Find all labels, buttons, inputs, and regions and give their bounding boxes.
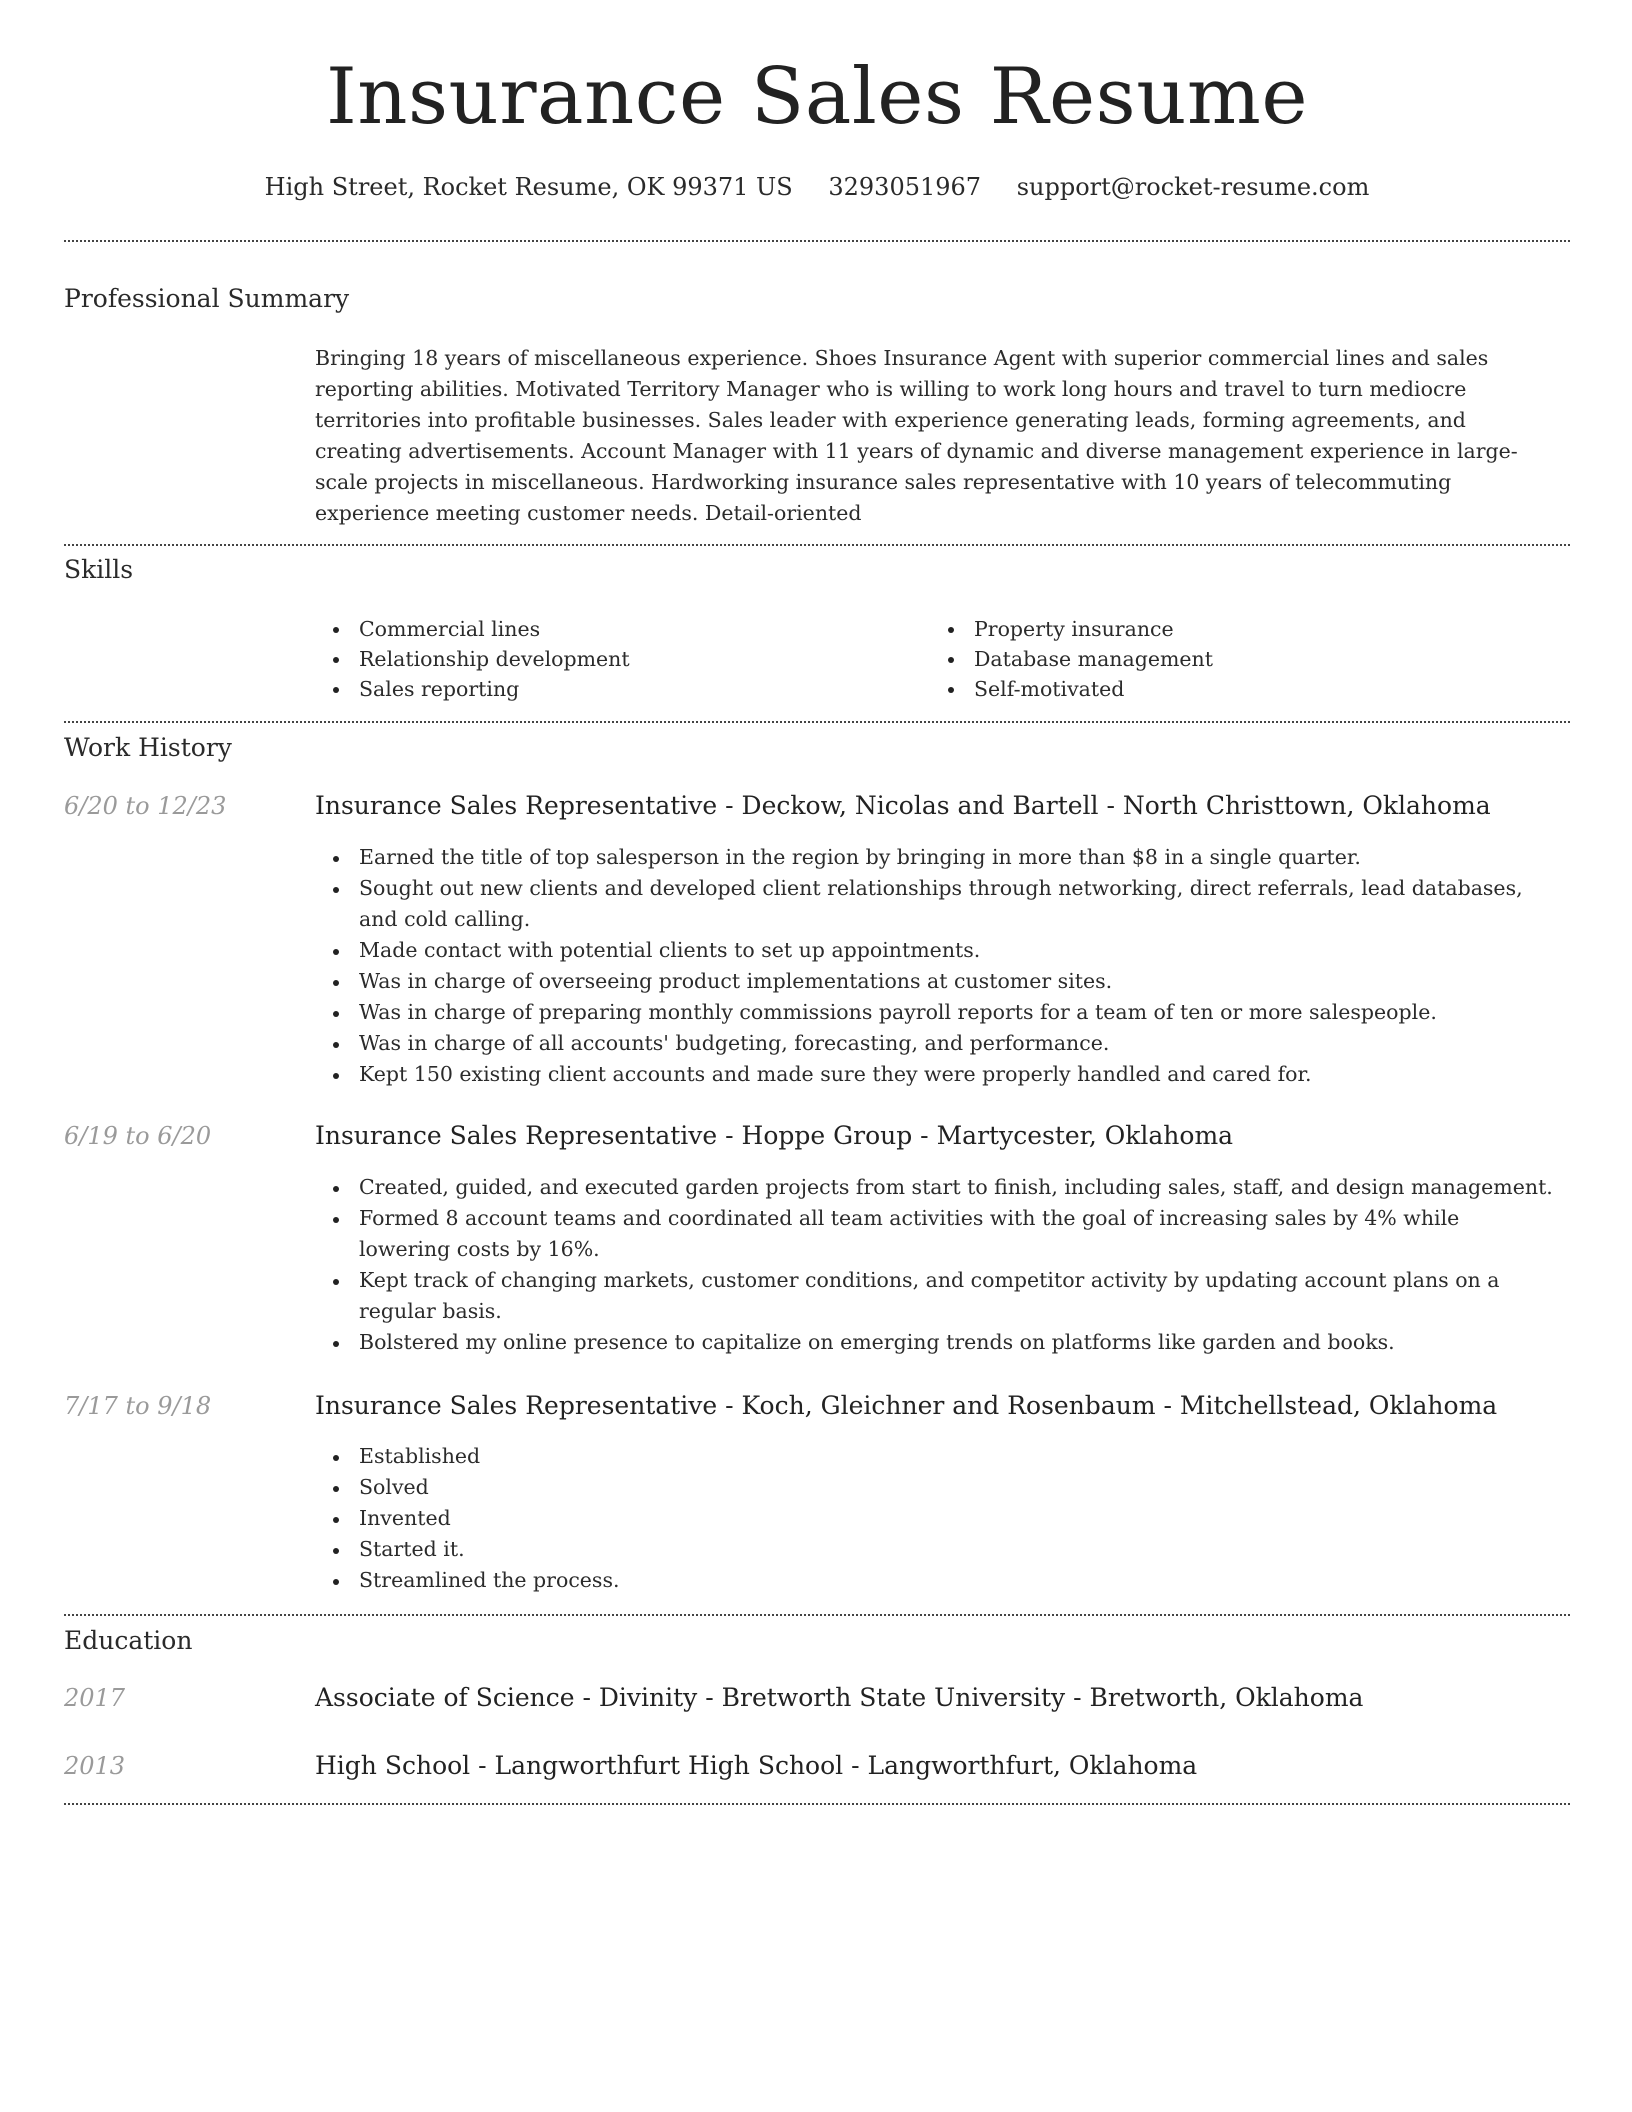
- divider: [64, 544, 1570, 546]
- list-item: Was in charge of overseeing product implementations at customer sites.: [315, 966, 1555, 997]
- education-heading: High School - Langworthfurt High School - Langworthfurt, Oklahoma: [315, 1751, 1198, 1780]
- list-item: Invented: [315, 1503, 1555, 1534]
- job-heading: Insurance Sales Representative - Koch, Gleichner and Rosenbaum - Mitchellstead, Oklahoma: [315, 1391, 1498, 1420]
- list-item: Earned the title of top salesperson in the region by bringing in more than $8 in a single quarter.: [315, 842, 1555, 873]
- job-dates: 7/17 to 9/18: [64, 1392, 212, 1420]
- list-item: Kept track of changing markets, customer conditions, and competitor activity by updating account plans on a regular basis.: [315, 1265, 1555, 1327]
- list-item: Bolstered my online presence to capitalize on emerging trends on platforms like garden and books.: [315, 1327, 1555, 1358]
- skill-item: Commercial lines: [315, 614, 915, 644]
- skill-item: Relationship development: [315, 644, 915, 674]
- skill-item: Self-motivated: [930, 674, 1530, 704]
- education-year: 2017: [64, 1684, 126, 1712]
- list-item: Formed 8 account teams and coordinated all team activities with the goal of increasing sales by 4% while lowering costs by 16%.: [315, 1203, 1555, 1265]
- resume-page: [64, 0, 1570, 2112]
- divider: [64, 240, 1570, 242]
- list-item: Started it.: [315, 1534, 1555, 1565]
- job-heading: Insurance Sales Representative - Hoppe Group - Martycester, Oklahoma: [315, 1121, 1234, 1150]
- job-dates: 6/20 to 12/23: [64, 792, 227, 820]
- skill-item: Property insurance: [930, 614, 1530, 644]
- resume-title: Insurance Sales Resume: [325, 52, 1309, 142]
- list-item: Established: [315, 1441, 1555, 1472]
- section-title-skills: Skills: [64, 555, 134, 584]
- list-item: Created, guided, and executed garden projects from start to finish, including sales, staff, and design management.: [315, 1172, 1555, 1203]
- job-dates: 6/19 to 6/20: [64, 1122, 212, 1150]
- list-item: Kept 150 existing client accounts and made sure they were properly handled and cared for.: [315, 1059, 1555, 1090]
- divider: [64, 721, 1570, 723]
- job-bullets: [315, 1172, 1555, 1358]
- contact-line: [64, 173, 1570, 201]
- section-title-education: Education: [64, 1626, 193, 1655]
- section-title-summary: Professional Summary: [64, 284, 350, 313]
- contact-address: High Street, Rocket Resume, OK 99371 US: [264, 173, 793, 201]
- summary-text: Bringing 18 years of miscellaneous experience. Shoes Insurance Agent with superior commercial lines and sales reporting abilities. Motivated Territory Manager who is willing to work long hours and travel to turn mediocre territories into profitable businesses. Sales leader with experience generating leads, forming agreements, and creating advertisements. Account Manager with 11 years of dynamic and diverse management experience in large-scale projects in miscellaneous. Hardworking insurance sales representative with 10 years of telecommuting experience meeting customer needs. Detail-oriented: [315, 346, 1518, 525]
- education-year: 2013: [64, 1752, 126, 1780]
- job-heading: Insurance Sales Representative - Deckow, Nicolas and Bartell - North Christtown, Oklahoma: [315, 791, 1491, 820]
- section-title-work-history: Work History: [64, 733, 232, 762]
- list-item: Was in charge of preparing monthly commissions payroll reports for a team of ten or more salespeople.: [315, 997, 1555, 1028]
- list-item: Sought out new clients and developed client relationships through networking, direct referrals, lead databases, and cold calling.: [315, 873, 1555, 935]
- divider: [64, 1803, 1570, 1805]
- skill-item: Sales reporting: [315, 674, 915, 704]
- skill-item: Database management: [930, 644, 1530, 674]
- divider: [64, 1614, 1570, 1616]
- list-item: Made contact with potential clients to set up appointments.: [315, 935, 1555, 966]
- list-item: Was in charge of all accounts' budgeting, forecasting, and performance.: [315, 1028, 1555, 1059]
- job-bullets: [315, 842, 1555, 1090]
- contact-email: support@rocket-resume.com: [1016, 173, 1370, 201]
- education-heading: Associate of Science - Divinity - Bretworth State University - Bretworth, Oklahoma: [315, 1683, 1364, 1712]
- skills-list-right: [930, 614, 1530, 704]
- list-item: Solved: [315, 1472, 1555, 1503]
- contact-phone: 3293051967: [828, 173, 982, 201]
- list-item: Streamlined the process.: [315, 1565, 1555, 1596]
- skills-list-left: [315, 614, 915, 704]
- job-bullets: [315, 1441, 1555, 1596]
